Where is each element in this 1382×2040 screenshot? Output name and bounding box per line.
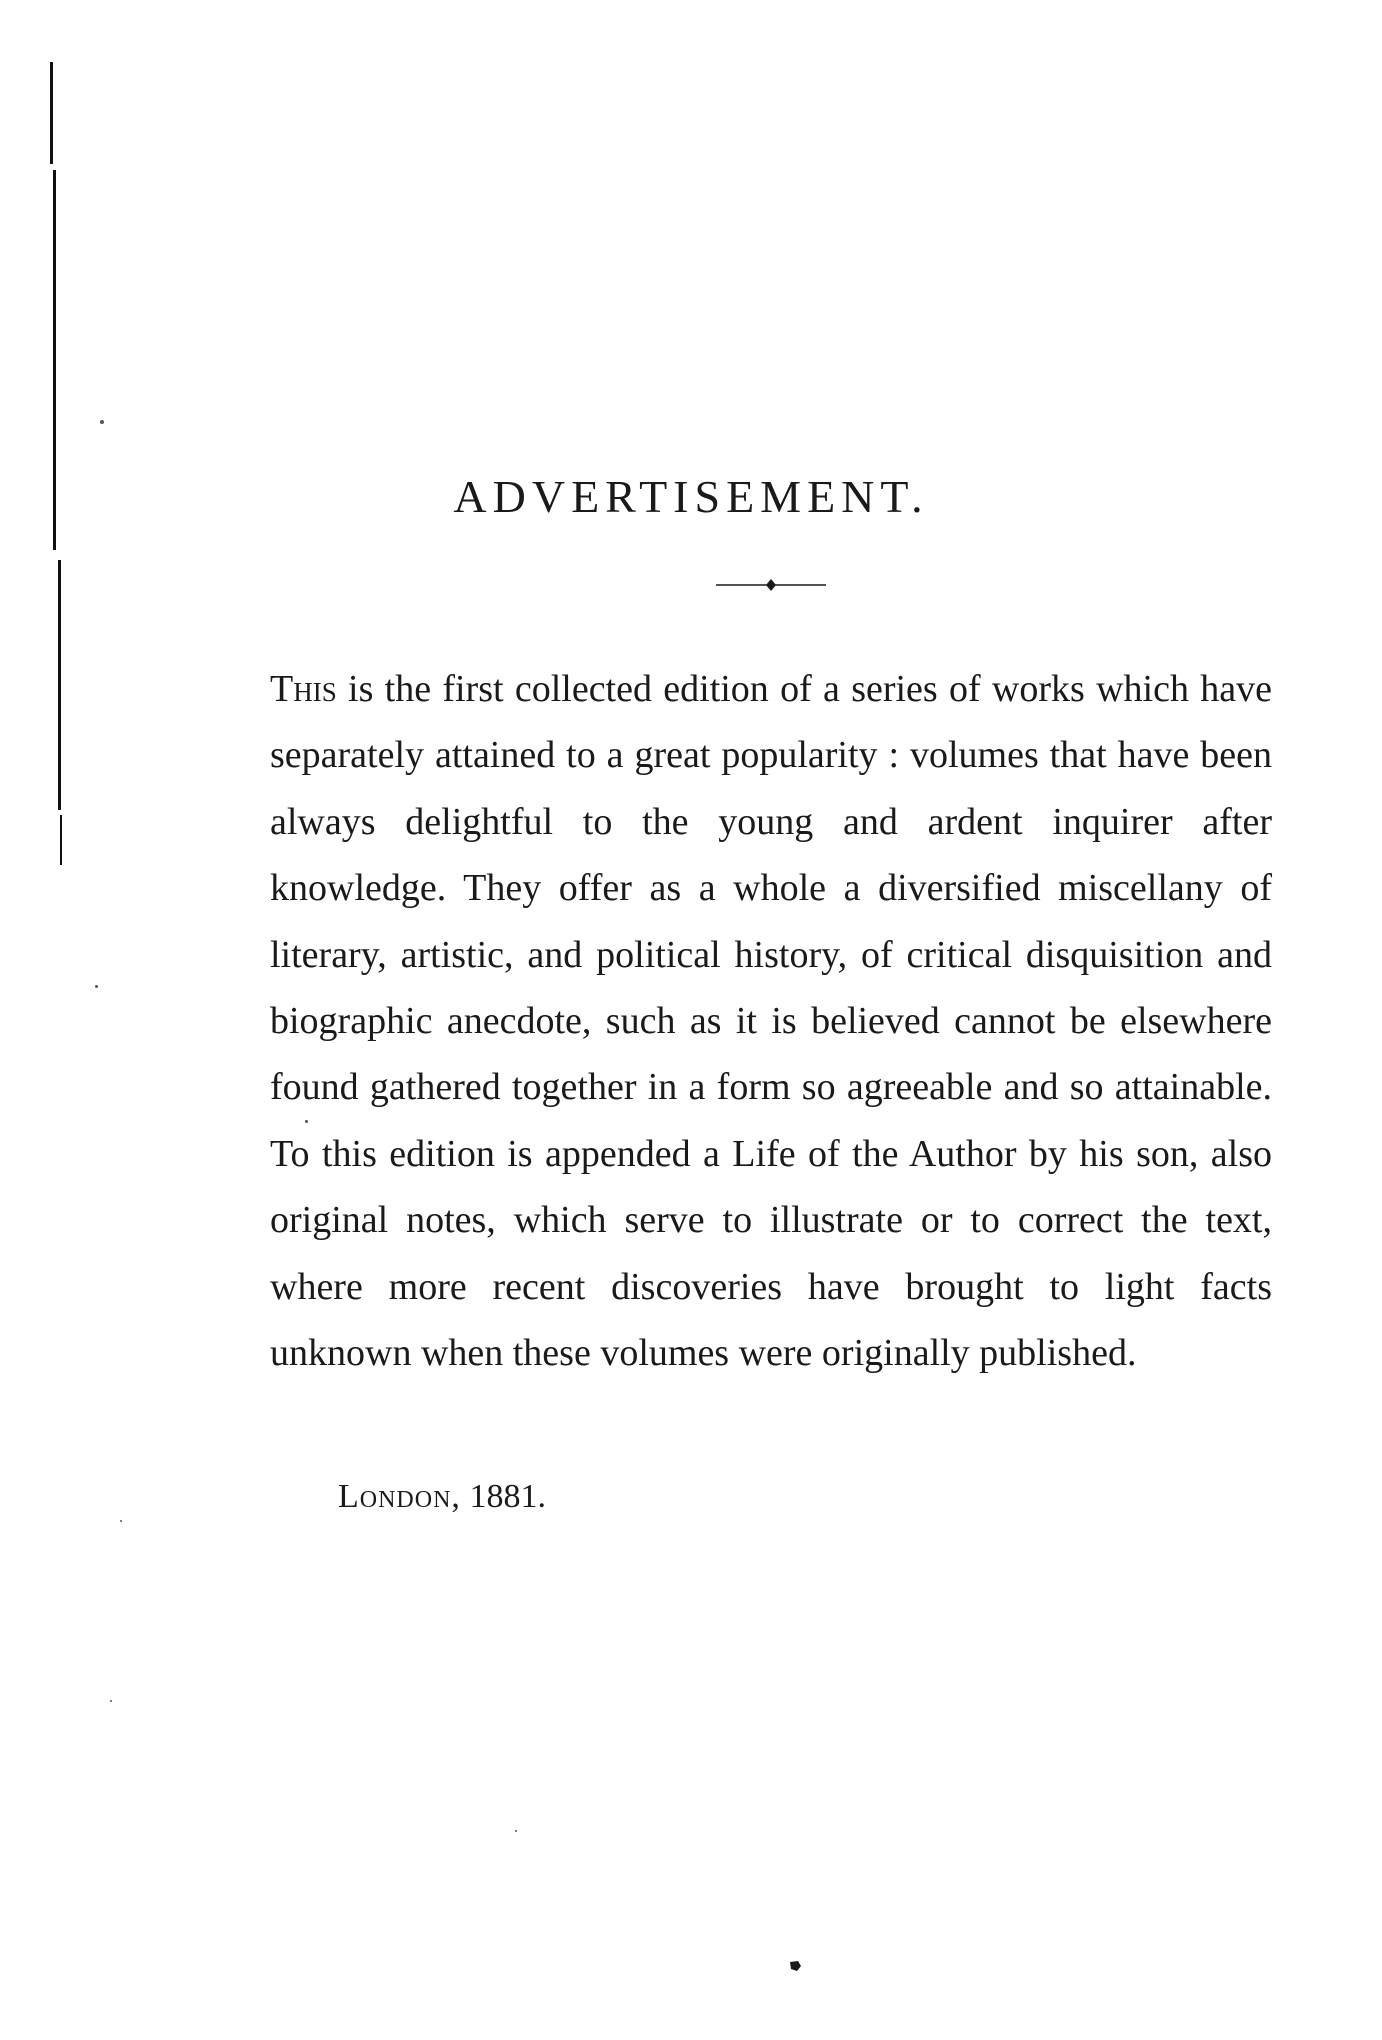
ink-blot-icon [788,1960,802,1972]
paragraph-text: is the first collected edition of a series of works which have separately attained to a great popularity : volumes that have been always delightful to the young and ardent inquirer after knowledge. They offer as a whole a diversified miscellany of literary, artistic, and political history, of critical disquisition and biographic anecdote, such as it is believed cannot be elsewhere found gathered together in a form so agreeable and so attainable. To this edition is appended a Life of the Author by his son, also original notes, which serve to illustrate or to correct the text, where more recent discoveries have brought to light facts unknown when these volumes were originally published. [270,668,1272,1375]
margin-speck [110,1700,112,1702]
margin-scan-line [58,560,61,810]
margin-speck [120,1520,122,1522]
rule-with-diamond-icon [716,578,826,592]
page-title: ADVERTISEMENT. [453,471,929,522]
margin-speck [95,985,98,988]
signoff-place: London, [338,1478,461,1515]
advertisement-paragraph [270,656,1272,1386]
paragraph-lead-word: This [270,668,337,710]
signoff-line [338,1478,546,1516]
margin-speck [515,1830,517,1832]
margin-scan-line [60,815,62,865]
margin-speck [100,420,104,424]
margin-scan-line [50,62,53,164]
signoff-year: 1881. [469,1478,546,1515]
